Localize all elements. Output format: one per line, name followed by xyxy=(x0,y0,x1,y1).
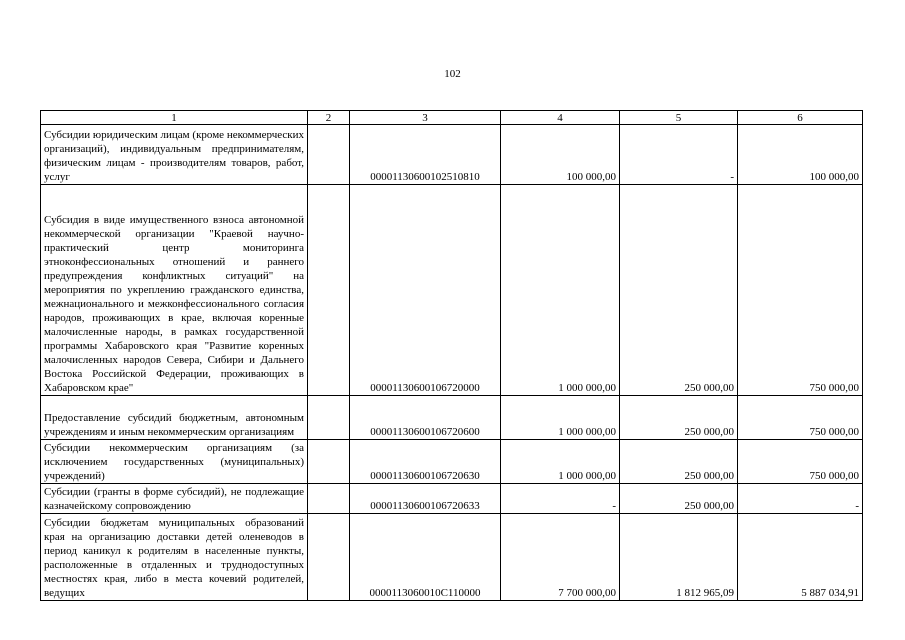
row-col4: 1 000 000,00 xyxy=(501,185,620,396)
row-col6: 750 000,00 xyxy=(738,440,863,484)
row-col2 xyxy=(308,484,350,514)
row-col2 xyxy=(308,440,350,484)
row-col2 xyxy=(308,396,350,440)
row-name: Субсидии некоммерческим организациям (за исключением государственных (муниципальных) учреждений) xyxy=(41,440,308,484)
row-code: 00001130600106720000 xyxy=(350,185,501,396)
column-header-1: 1 xyxy=(41,111,308,125)
row-code: 00001130600106720633 xyxy=(350,484,501,514)
row-name: Предоставление субсидий бюджетным, автономным учреждениям и иным некоммерческим организациям xyxy=(41,396,308,440)
table-header-row xyxy=(41,111,863,125)
row-code: 00001130600102510810 xyxy=(350,125,501,185)
table-row xyxy=(41,396,863,440)
row-col6: 5 887 034,91 xyxy=(738,514,863,601)
row-name: Субсидия в виде имущественного взноса автономной некоммерческой организации "Краевой научно-практический центр мониторинга этноконфессиональных отношений и раннего предупреждения конфликтных ситуаций" на мероприятия по укреплению гражданского единства, межнационального и межконфессионального согласия народов, проживающих в крае, включая коренные малочисленные народы, в рамках государственной программы Хабаровского края "Развитие коренных малочисленных народов Севера, Сибири и Дальнего Востока Российской Федерации, проживающих в Хабаровском крае" xyxy=(41,185,308,396)
row-code: 00001130600106720630 xyxy=(350,440,501,484)
row-name: Субсидии (гранты в форме субсидий), не подлежащие казначейскому сопровождению xyxy=(41,484,308,514)
row-col5: 250 000,00 xyxy=(620,484,738,514)
row-col4: 1 000 000,00 xyxy=(501,440,620,484)
row-col5: 1 812 965,09 xyxy=(620,514,738,601)
row-col2 xyxy=(308,125,350,185)
row-name: Субсидии юридическим лицам (кроме некоммерческих организаций), индивидуальным предпринимателям, физическим лицам - производителям товаров, работ, услуг xyxy=(41,125,308,185)
column-header-6: 6 xyxy=(738,111,863,125)
table-row xyxy=(41,440,863,484)
column-header-4: 4 xyxy=(501,111,620,125)
row-col2 xyxy=(308,185,350,396)
row-col4: 100 000,00 xyxy=(501,125,620,185)
row-col4: 1 000 000,00 xyxy=(501,396,620,440)
row-col5: 250 000,00 xyxy=(620,185,738,396)
row-col6: 750 000,00 xyxy=(738,185,863,396)
budget-table xyxy=(40,110,863,601)
row-col6: 100 000,00 xyxy=(738,125,863,185)
row-col6: - xyxy=(738,484,863,514)
row-col5: 250 000,00 xyxy=(620,440,738,484)
table-row xyxy=(41,125,863,185)
row-code: 0000113060010С110000 xyxy=(350,514,501,601)
table-row xyxy=(41,484,863,514)
row-col4: - xyxy=(501,484,620,514)
row-col6: 750 000,00 xyxy=(738,396,863,440)
row-col5: - xyxy=(620,125,738,185)
row-col2 xyxy=(308,514,350,601)
column-header-5: 5 xyxy=(620,111,738,125)
row-name: Субсидии бюджетам муниципальных образований края на организацию доставки детей оленеводов в период каникул к родителям в населенные пункты, расположенные в отдаленных и труднодоступных местностях края, либо в места кочевий родителей, ведущих xyxy=(41,514,308,601)
row-col4: 7 700 000,00 xyxy=(501,514,620,601)
row-col5: 250 000,00 xyxy=(620,396,738,440)
page-number: 102 xyxy=(444,68,461,80)
column-header-2: 2 xyxy=(308,111,350,125)
table-row xyxy=(41,185,863,396)
column-header-3: 3 xyxy=(350,111,501,125)
row-code: 00001130600106720600 xyxy=(350,396,501,440)
table-row xyxy=(41,514,863,601)
